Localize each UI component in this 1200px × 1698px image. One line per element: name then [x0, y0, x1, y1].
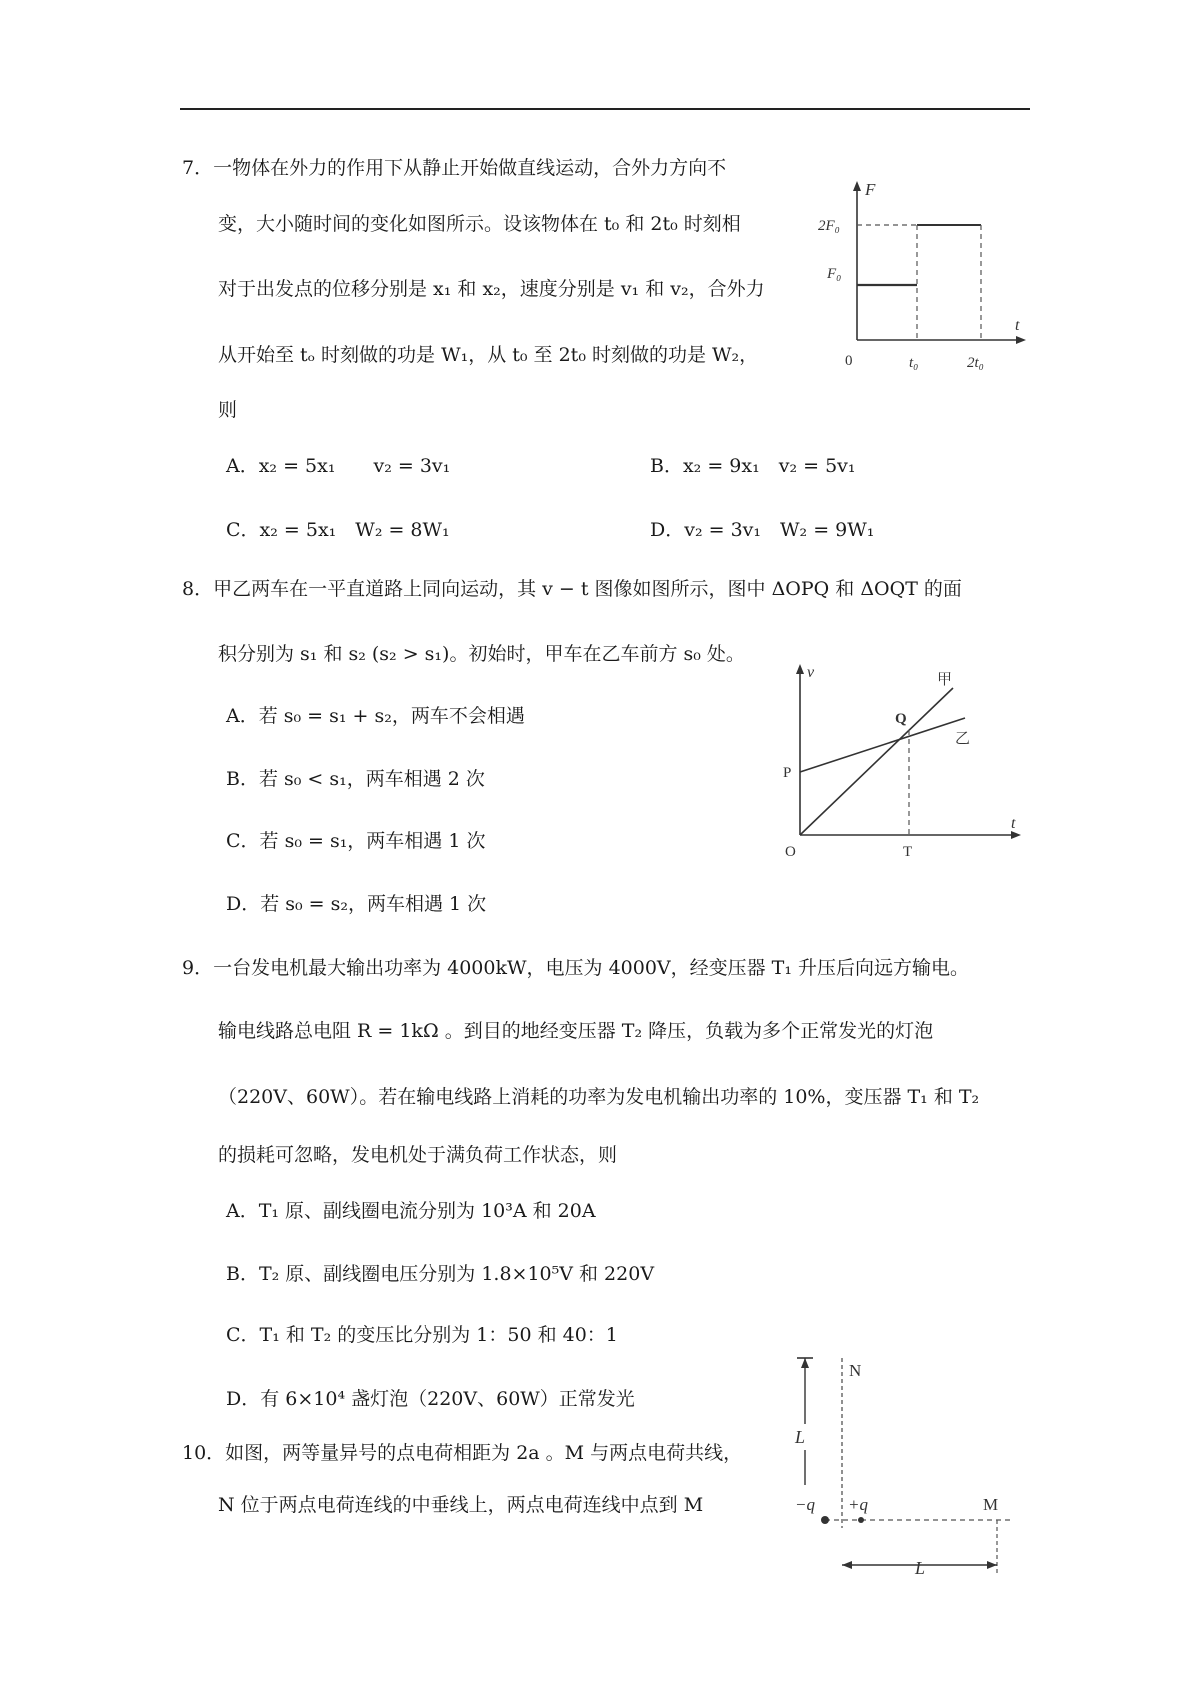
q9-line-2: 输电线路总电阻 R = 1kΩ 。到目的地经变压器 T₂ 降压，负载为多个正常发光的灯泡: [218, 1020, 934, 1042]
f-axis-arrow: [853, 181, 861, 191]
v-axis-arrow: [796, 664, 804, 674]
line-jia-label: 甲: [937, 672, 953, 688]
q7-option-c: C．x₂ = 5x₁ W₂ = 8W₁: [226, 519, 450, 541]
t-axis-label: t: [1015, 317, 1020, 334]
n-label: N: [849, 1361, 862, 1380]
origin-label: 0: [845, 353, 853, 369]
neg-charge-label: −q: [795, 1495, 815, 1514]
q8-option-c: C．若 s₀ = s₁，两车相遇 1 次: [226, 830, 486, 852]
pos-charge-label: +q: [848, 1495, 868, 1514]
q7-line-2: 变，大小随时间的变化如图所示。设该物体在 t₀ 和 2t₀ 时刻相: [218, 213, 741, 235]
q9-option-c: C．T₁ 和 T₂ 的变压比分别为 1：50 和 40：1: [226, 1324, 618, 1346]
pos-charge: [858, 1517, 864, 1523]
q7-force-time-figure: [815, 175, 1030, 375]
l-vertical-label: L: [795, 1427, 806, 1447]
q8-line-2: 积分别为 s₁ 和 s₂ (s₂ > s₁)。初始时，甲车在乙车前方 s₀ 处。: [218, 643, 745, 665]
t-axis-arrow: [1016, 336, 1026, 344]
l-arrow-up: [801, 1358, 809, 1368]
x-tick-t0: t₀: [909, 355, 919, 371]
q7-option-d: D．v₂ = 3v₁ W₂ = 9W₁: [650, 519, 875, 541]
q9-line-3: （220V、60W）。若在输电线路上消耗的功率为发电机输出功率的 10%，变压器 T₁ 和 T₂: [218, 1086, 980, 1108]
t-axis-arrow: [1011, 831, 1021, 839]
q9-line-1: 9．一台发电机最大输出功率为 4000kW，电压为 4000V，经变压器 T₁ 升压后向远方输电。: [182, 957, 970, 979]
q10-line-1: 10．如图，两等量异号的点电荷相距为 2a 。M 与两点电荷共线，: [182, 1442, 743, 1464]
q10-line-2: N 位于两点电荷连线的中垂线上，两点电荷连线中点到 M: [218, 1494, 704, 1516]
v-axis-label: v: [807, 664, 815, 681]
l-arrow-left: [842, 1561, 852, 1569]
t-axis-label: t: [1011, 815, 1016, 832]
q7-line-3: 对于出发点的位移分别是 x₁ 和 x₂，速度分别是 v₁ 和 v₂，合外力: [218, 278, 765, 300]
q7-line-4: 从开始至 tₒ 时刻做的功是 W₁，从 t₀ 至 2t₀ 时刻做的功是 W₂，: [218, 344, 759, 366]
f-axis-label: F: [865, 180, 876, 199]
m-label: M: [983, 1495, 999, 1514]
q8-velocity-time-figure: [775, 660, 1035, 865]
point-o-label: O: [785, 844, 796, 860]
y-tick-2f0: 2F₀: [818, 218, 840, 234]
q8-line-1: 8．甲乙两车在一平直道路上同向运动，其 v − t 图像如图所示，图中 ΔOPQ 和 ΔOQT 的面: [182, 578, 962, 600]
point-p-label: P: [783, 765, 792, 781]
q8-option-d: D．若 s₀ = s₂，两车相遇 1 次: [226, 893, 487, 915]
q9-option-a: A．T₁ 原、副线圈电流分别为 10³A 和 20A: [226, 1200, 596, 1222]
q9-option-d: D．有 6×10⁴ 盏灯泡（220V、60W）正常发光: [226, 1388, 635, 1410]
line-jia: [800, 688, 953, 835]
q8-option-a: A．若 s₀ = s₁ + s₂，两车不会相遇: [226, 705, 525, 727]
header-rule: [180, 108, 1030, 110]
line-yi: [800, 718, 965, 772]
point-t-label: T: [903, 844, 913, 860]
x-tick-2t0: 2t₀: [967, 355, 984, 371]
q7-option-b: B．x₂ = 9x₁ v₂ = 5v₁: [650, 455, 856, 477]
q7-option-a: A．x₂ = 5x₁ v₂ = 3v₁: [226, 455, 451, 477]
q9-option-b: B．T₂ 原、副线圈电压分别为 1.8×10⁵V 和 220V: [226, 1263, 655, 1285]
l-horizontal-label: L: [915, 1558, 926, 1578]
neg-charge: [821, 1516, 829, 1524]
q8-option-b: B．若 s₀ < s₁，两车相遇 2 次: [226, 768, 485, 790]
q7-line-5: 则: [218, 399, 238, 421]
q10-charges-figure: [785, 1350, 1020, 1585]
line-yi-label: 乙: [955, 731, 971, 747]
y-tick-f0: F₀: [827, 266, 842, 282]
l-arrow-right: [987, 1561, 997, 1569]
q7-line-1: 7．一物体在外力的作用下从静止开始做直线运动，合外力方向不: [182, 157, 727, 179]
q9-line-4: 的损耗可忽略，发电机处于满负荷工作状态，则: [218, 1144, 618, 1166]
point-q-label: Q: [895, 711, 907, 727]
